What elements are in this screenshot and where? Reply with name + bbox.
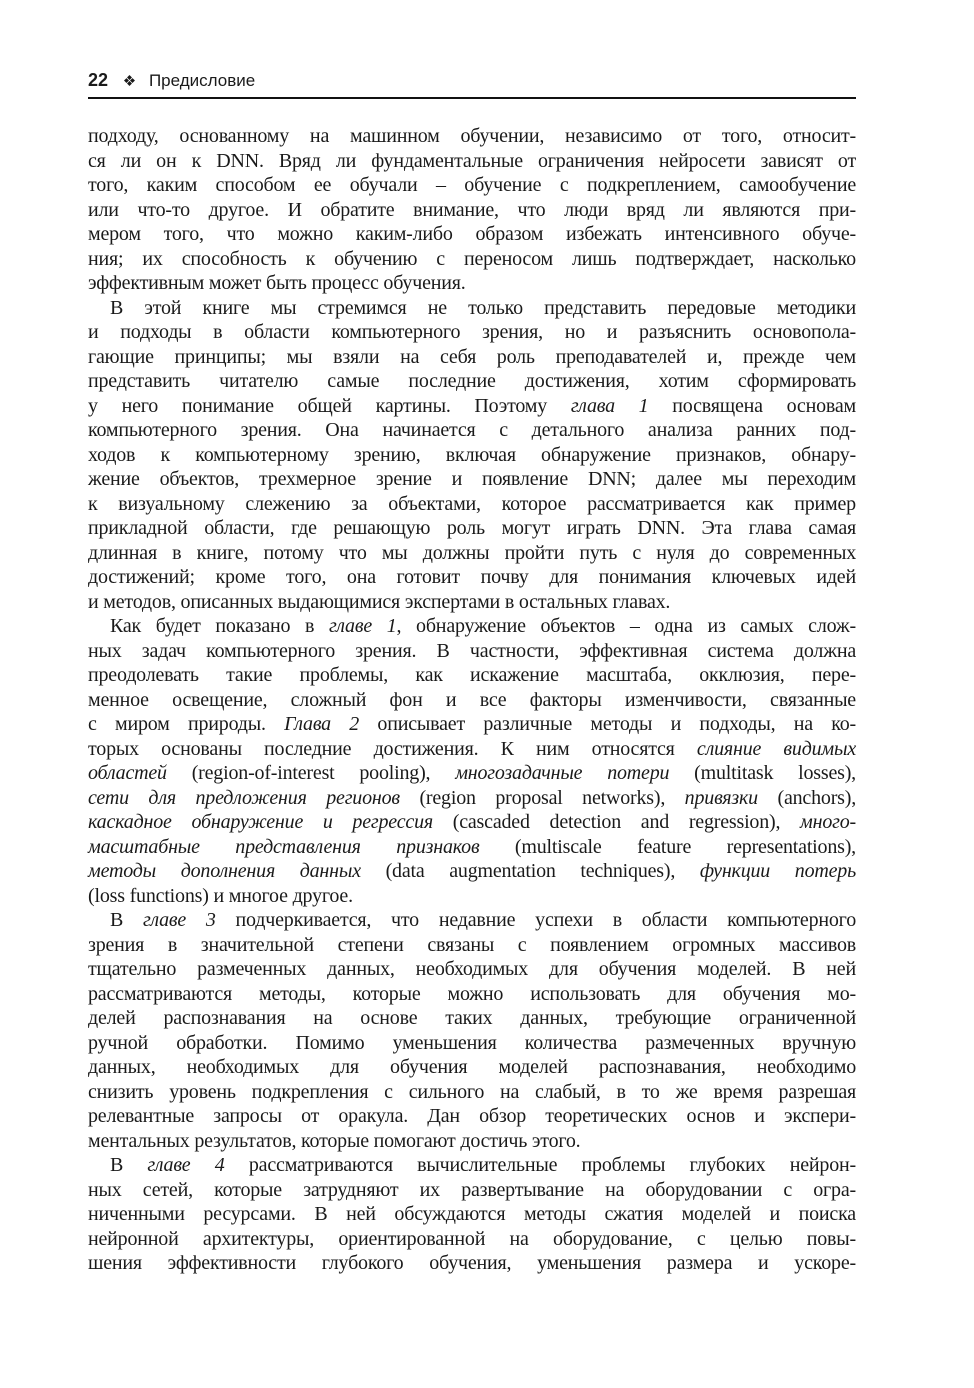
text-run: Как будет показано в (110, 615, 329, 637)
text-run: снизить уровень подкрепления с сильного на слабый, в то же время разрешая (88, 1080, 856, 1103)
text-line (88, 1104, 856, 1129)
text-line (88, 467, 856, 492)
italic-term: много- (800, 811, 856, 833)
text-run: (region-of-interest pooling), (166, 762, 456, 784)
text-run: рассматриваются вычислительные проблемы глубоких нейрон- (224, 1154, 856, 1176)
text-run: подчеркивается, что недавние успехи в области компьютерного (215, 909, 856, 931)
text-line (88, 1251, 856, 1276)
italic-term: Глава 2 (284, 713, 360, 735)
text-run: гающие принципы; мы взяли на себя роль преподавателей и, прежде чем (88, 345, 856, 368)
text-line (88, 541, 856, 566)
text-line (88, 198, 856, 223)
text-run: представить читателю самые последние достижения, хотим сформировать (88, 370, 856, 392)
text-run: посвящена основам (648, 394, 856, 417)
text-run: ручной обработки. Помимо уменьшения количества размеченных вручную (88, 1031, 856, 1054)
text-run: у него понимание общей картины. Поэтому (88, 394, 571, 417)
ornament-icon: ❖ (122, 73, 137, 90)
text-line (88, 320, 856, 345)
text-line (88, 933, 856, 958)
text-line (88, 1202, 856, 1227)
paragraph (88, 908, 856, 1153)
text-run: прикладной области, где решающую роль могут играть DNN. Эта глава самая (88, 517, 856, 539)
paragraph (88, 1153, 856, 1276)
text-run: (multitask losses), (669, 762, 856, 784)
italic-term: многозадачные потери (455, 762, 670, 784)
text-run: делей распознавания на основе таких данных, требующие ограниченной (88, 1007, 856, 1029)
text-line (88, 688, 856, 713)
body-text (88, 124, 856, 1276)
text-line (88, 516, 856, 541)
page-number: 22 (88, 70, 109, 90)
text-run: мером того, что можно каким-либо образом избежать интенсивного обуче- (88, 223, 856, 245)
text-run: ния; их способность к обучению с переносом лишь подтверждает, насколько (88, 247, 856, 270)
text-run: описывает различные методы и подходы, на ко- (359, 713, 856, 735)
text-run: (data augmentation techniques), (360, 860, 700, 882)
text-run: В этой книге мы стремимся не только представить передовые методики (110, 296, 856, 319)
text-line (88, 908, 856, 933)
text-run: к визуальному слежению за объектами, которое рассматривается как пример (88, 492, 856, 515)
text-line (88, 884, 856, 909)
text-run: шения эффективности глубокого обучения, уменьшения размера и ускоре- (88, 1252, 856, 1274)
italic-term: главе 1 (328, 615, 397, 637)
text-line (88, 1055, 856, 1080)
text-line (88, 737, 856, 762)
text-run: зрения в значительной степени связаны с появлением огромных массивов (88, 933, 856, 956)
text-line (88, 173, 856, 198)
italic-term: каскадное обнаружение и регрессия (88, 811, 433, 833)
text-run: ных сетей, которые затрудняют их развертывание на оборудовании с огра- (88, 1178, 856, 1201)
text-run: ниченными ресурсами. В ней обсуждаются методы сжатия моделей и поиска (88, 1203, 856, 1225)
text-run: ся ли он к DNN. Вряд ли фундаментальные ограничения нейросети зависят от (88, 149, 856, 172)
text-run: эффективным может быть процесс обучения. (88, 272, 466, 294)
text-line (88, 786, 856, 811)
text-line (88, 761, 856, 786)
text-run: ментальных результатов, которые помогают достичь этого. (88, 1129, 581, 1152)
text-line (88, 1080, 856, 1105)
italic-term: сети для предложения регионов (88, 786, 400, 809)
text-run: ходов к компьютерному зрению, включая обнаружение признаков, обнару- (88, 443, 856, 466)
text-line (88, 418, 856, 443)
section-title: Предисловие (148, 71, 256, 90)
text-run: или что-то другое. И обратите внимание, что люди вряд ли являются при- (88, 198, 856, 221)
text-line (88, 835, 856, 860)
text-line (88, 1227, 856, 1252)
text-run: длинная в книге, потому что мы должны пройти путь с нуля до современных (88, 541, 856, 564)
text-run: (cascaded detection and regression), (432, 811, 801, 833)
italic-term: привязки (684, 786, 758, 809)
text-line (88, 810, 856, 835)
text-line (88, 124, 856, 149)
text-run: ных задач компьютерного зрения. В частности, эффективная система должна (88, 639, 856, 662)
text-run: компьютерного зрения. Она начинается с детального анализа ранних под- (88, 419, 856, 441)
text-line (88, 982, 856, 1007)
text-line (88, 859, 856, 884)
paragraph (88, 296, 856, 615)
text-line (88, 565, 856, 590)
text-line (88, 639, 856, 664)
text-line (88, 271, 856, 296)
italic-term: глава 1 (570, 394, 649, 417)
text-run: подходу, основанному на машинном обучении, независимо от того, относит- (88, 125, 856, 147)
text-run: данных, необходимых для обучения моделей распознавания, необходимо (88, 1056, 856, 1078)
paragraph (88, 614, 856, 908)
text-line (88, 614, 856, 639)
italic-term: масштабные представления признаков (88, 835, 480, 858)
text-line (88, 1178, 856, 1203)
text-run: тщательно размеченных данных, необходимых для обучения моделей. В ней (88, 958, 856, 980)
text-run: В (110, 1154, 148, 1176)
text-run: (region proposal networks), (399, 786, 685, 809)
text-run: жение объектов, трехмерное зрение и появление DNN; далее мы переходим (88, 468, 856, 490)
text-line (88, 394, 856, 419)
text-line (88, 957, 856, 982)
italic-term: функции потерь (699, 860, 856, 882)
header-rule (88, 97, 856, 99)
text-line (88, 247, 856, 272)
text-line (88, 369, 856, 394)
text-run: и методов, описанных выдающимися экспертами в остальных главах. (88, 590, 671, 613)
text-run: (anchors), (757, 786, 857, 809)
text-line (88, 1031, 856, 1056)
text-run: и подходы в области компьютерного зрения, но и разъяснить основопола- (88, 321, 856, 343)
paragraph (88, 124, 856, 296)
italic-term: областей (88, 762, 167, 784)
running-header (88, 70, 856, 98)
text-run: с миром природы. (88, 713, 285, 735)
text-run: (loss functions) и многое другое. (88, 884, 353, 907)
text-line (88, 492, 856, 517)
text-line (88, 1153, 856, 1178)
italic-term: главе 4 (147, 1154, 225, 1176)
text-run: В (110, 909, 143, 931)
text-line (88, 345, 856, 370)
text-run: того, каким способом ее обучали – обучение с подкреплением, самообучение (88, 174, 856, 196)
text-line (88, 296, 856, 321)
text-line (88, 712, 856, 737)
text-run: релевантные запросы от оракула. Дан обзор теоретических основ и экспери- (88, 1105, 856, 1127)
italic-term: слияние видимых (696, 737, 857, 760)
text-run: (multiscale feature representations), (479, 835, 856, 858)
text-line (88, 149, 856, 174)
text-run: торых основаны последние достижения. К ним относятся (88, 737, 697, 760)
text-run: менное освещение, сложный фон и все факторы изменчивости, связанные (88, 688, 856, 711)
italic-term: методы дополнения данных (88, 860, 361, 882)
text-run: рассматриваются методы, которые можно использовать для обучения мо- (88, 982, 856, 1005)
text-run: достижений; кроме того, она готовит почву для понимания ключевых идей (88, 566, 856, 588)
text-line (88, 590, 856, 615)
text-run: преодолевать такие проблемы, как искажение масштаба, окклюзия, пере- (88, 664, 856, 686)
text-line (88, 1129, 856, 1154)
text-line (88, 663, 856, 688)
text-line (88, 222, 856, 247)
italic-term: главе 3 (142, 909, 216, 931)
text-run: нейронной архитектуры, ориентированной на оборудование, с целью повы- (88, 1227, 856, 1250)
text-line (88, 1006, 856, 1031)
text-line (88, 443, 856, 468)
text-run: , обнаружение объектов – одна из самых слож- (396, 615, 856, 637)
